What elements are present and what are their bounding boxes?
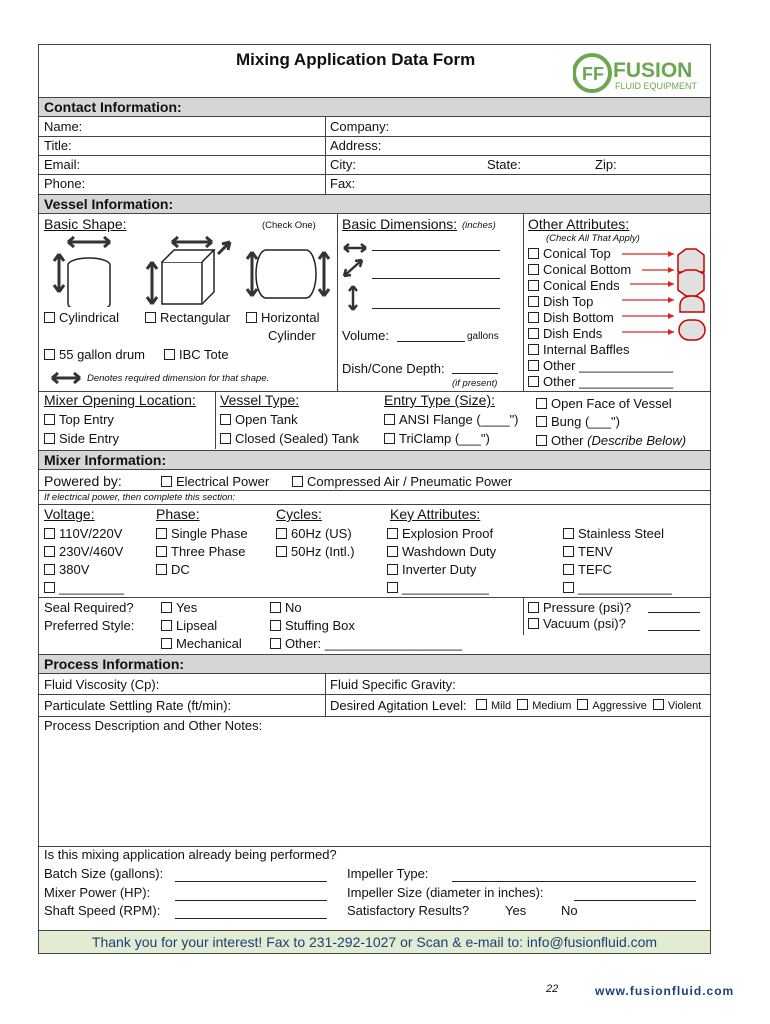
mild-checkbox: [476, 699, 487, 710]
double-arrow-icon: [49, 371, 83, 385]
rectangular-checkbox: [145, 312, 156, 323]
cylinder-label: Cylinder: [268, 328, 316, 343]
attribute-option-1[interactable]: Conical Bottom: [528, 262, 631, 277]
attribute-option-5[interactable]: Dish Ends: [528, 326, 602, 341]
violent-checkbox: [653, 699, 664, 710]
mixer-opening-label: Mixer Opening Location:: [44, 392, 196, 408]
website-link[interactable]: www.fusionfluid.com: [595, 984, 735, 998]
triclamp-option[interactable]: TriClamp (___"): [384, 431, 490, 446]
open-face-option[interactable]: Open Face of Vessel: [536, 396, 672, 411]
key-attribute-option-1-checkbox[interactable]: [387, 546, 398, 557]
vessel-type-label: Vessel Type:: [220, 392, 300, 408]
key-attribute-option-0[interactable]: Explosion Proof: [387, 526, 493, 541]
notes-label: Process Description and Other Notes:: [44, 718, 263, 733]
basic-shape-label: Basic Shape:: [44, 216, 127, 232]
horizontal-checkbox: [246, 312, 257, 323]
dimension-arrows-icon: [340, 234, 370, 314]
ibc-option[interactable]: IBC Tote: [164, 347, 229, 362]
key-attributes-label: Key Attributes:: [390, 506, 481, 522]
seal-no-checkbox: [270, 602, 281, 613]
aggressive-option[interactable]: Aggressive: [577, 700, 646, 712]
attribute-option-4-checkbox[interactable]: [528, 312, 539, 323]
side-entry-option[interactable]: Side Entry: [44, 431, 119, 446]
vessel-header: Vessel Information:: [39, 194, 710, 214]
contact-header: Contact Information:: [39, 97, 710, 117]
other-style-option[interactable]: Other: ___________________: [270, 636, 462, 651]
cycles-option-1[interactable]: 50Hz (Intl.): [276, 544, 355, 559]
top-entry-option[interactable]: Top Entry: [44, 412, 114, 427]
electrical-option[interactable]: Electrical Power: [161, 474, 269, 489]
attribute-option-2[interactable]: Conical Ends: [528, 278, 620, 293]
cycles-option-1-checkbox[interactable]: [276, 546, 287, 557]
if-electrical-note: If electrical power, then complete this section:: [44, 492, 236, 503]
already-performed-label: Is this mixing application already being performed?: [44, 847, 337, 862]
pressure-checkbox: [528, 602, 539, 613]
other-style-checkbox: [270, 638, 281, 649]
attribute-option-0[interactable]: Conical Top: [528, 246, 611, 261]
key-attribute2-option-3[interactable]: _____________: [563, 580, 672, 595]
open-face-checkbox: [536, 398, 547, 409]
basic-dimensions-label: Basic Dimensions:: [342, 216, 458, 232]
drum-checkbox: [44, 349, 55, 360]
mild-option[interactable]: Mild: [476, 700, 511, 712]
closed-tank-checkbox: [220, 433, 231, 444]
phone-label: Phone:: [44, 176, 86, 191]
rectangular-shape-icon: [147, 237, 230, 304]
voltage-option-3-checkbox[interactable]: [44, 582, 55, 593]
gallons-unit: gallons: [467, 331, 499, 342]
voltage-option-1[interactable]: 230V/460V: [44, 544, 123, 559]
batch-size-label: Batch Size (gallons):: [44, 866, 164, 881]
key-attribute2-option-0[interactable]: Stainless Steel: [563, 526, 664, 541]
attribute-shape-callouts: [622, 246, 708, 342]
voltage-option-2[interactable]: 380V: [44, 562, 89, 577]
voltage-option-0[interactable]: 110V/220V: [44, 526, 122, 541]
horizontal-cylinder-shape-icon: [247, 250, 329, 298]
seal-yes-option[interactable]: Yes: [161, 600, 197, 615]
voltage-option-3[interactable]: _________: [44, 580, 124, 595]
voltage-label: Voltage:: [44, 506, 95, 522]
attribute-option-7[interactable]: Other _____________: [528, 358, 673, 373]
voltage-option-2-checkbox[interactable]: [44, 564, 55, 575]
attribute-option-1-checkbox[interactable]: [528, 264, 539, 275]
attribute-option-4[interactable]: Dish Bottom: [528, 310, 614, 325]
title-label: Title:: [44, 138, 72, 153]
ansi-checkbox: [384, 414, 395, 425]
zip-label: Zip:: [595, 157, 617, 172]
logo-subtitle: FLUID EQUIPMENT: [615, 81, 698, 91]
if-present-note: (if present): [452, 378, 498, 389]
triclamp-checkbox: [384, 433, 395, 444]
top-entry-checkbox: [44, 414, 55, 425]
agitation-levels: [476, 699, 701, 712]
agitation-label: Desired Agitation Level:: [330, 698, 467, 713]
shape-diagrams: [44, 232, 334, 307]
settling-label: Particulate Settling Rate (ft/min):: [44, 698, 232, 713]
open-tank-option[interactable]: Open Tank: [220, 412, 298, 427]
denotes-note: Denotes required dimension for that shape.: [87, 373, 270, 384]
mixer-header: Mixer Information:: [39, 450, 710, 470]
medium-option[interactable]: Medium: [517, 700, 571, 712]
mechanical-checkbox: [161, 638, 172, 649]
city-label: City:: [330, 157, 356, 172]
satisfactory-label: Satisfactory Results?: [347, 903, 470, 918]
voltage-option-1-checkbox[interactable]: [44, 546, 55, 557]
email-label: Email:: [44, 157, 81, 172]
satisfactory-yes[interactable]: Yes: [505, 903, 527, 918]
logo-mark: FF: [582, 64, 604, 84]
dish-depth-label: Dish/Cone Depth:: [342, 361, 445, 376]
state-label: State:: [487, 157, 521, 172]
key-attribute2-option-2-checkbox[interactable]: [563, 564, 574, 575]
phase-option-0[interactable]: Single Phase: [156, 526, 248, 541]
impeller-size-label: Impeller Size (diameter in inches):: [347, 885, 544, 900]
key-attribute-option-2[interactable]: Inverter Duty: [387, 562, 476, 577]
ibc-checkbox: [164, 349, 175, 360]
attribute-option-8-checkbox[interactable]: [528, 376, 539, 387]
medium-checkbox: [517, 699, 528, 710]
address-label: Address:: [330, 138, 382, 153]
satisfactory-no[interactable]: No: [561, 903, 578, 918]
attribute-option-3[interactable]: Dish Top: [528, 294, 593, 309]
bung-option[interactable]: Bung (___"): [536, 414, 620, 429]
impeller-type-label: Impeller Type:: [347, 866, 429, 881]
seal-yes-checkbox: [161, 602, 172, 613]
seal-required-label: Seal Required?: [44, 600, 134, 615]
powered-by-label: Powered by:: [44, 473, 122, 489]
stuffing-box-option[interactable]: Stuffing Box: [270, 618, 355, 633]
open-tank-checkbox: [220, 414, 231, 425]
other-entry-option[interactable]: Other (Describe Below): [536, 433, 686, 448]
key-attribute-option-3[interactable]: ____________: [387, 580, 489, 595]
mechanical-option[interactable]: Mechanical: [161, 636, 242, 651]
cylindrical-checkbox: [44, 312, 55, 323]
attribute-option-2-checkbox[interactable]: [528, 280, 539, 291]
aggressive-checkbox: [577, 699, 588, 710]
voltage-option-0-checkbox[interactable]: [44, 528, 55, 539]
shaft-speed-label: Shaft Speed (RPM):: [44, 903, 161, 918]
other-entry-checkbox: [536, 435, 547, 446]
attribute-option-7-checkbox[interactable]: [528, 360, 539, 371]
cylinder-shape-icon: [54, 237, 110, 307]
pressure-option[interactable]: Pressure (psi)?: [528, 600, 631, 615]
key-attribute2-option-1-checkbox[interactable]: [563, 546, 574, 557]
cycles-label: Cycles:: [276, 506, 322, 522]
logo-name: FUSION: [613, 59, 693, 82]
violent-option[interactable]: Violent: [653, 700, 701, 712]
vacuum-checkbox: [528, 618, 539, 629]
seal-no-option[interactable]: No: [270, 600, 302, 615]
describe-note: (Describe Below): [587, 433, 687, 448]
key-attribute2-option-1[interactable]: TENV: [563, 544, 613, 559]
side-entry-checkbox: [44, 433, 55, 444]
phase-option-2[interactable]: DC: [156, 562, 190, 577]
cylindrical-option[interactable]: Cylindrical: [44, 310, 119, 325]
drum-option[interactable]: 55 gallon drum: [44, 347, 145, 362]
electrical-checkbox: [161, 476, 172, 487]
process-header: Process Information:: [39, 654, 710, 674]
volume-label: Volume:: [342, 328, 389, 343]
bung-checkbox: [536, 416, 547, 427]
key-attribute-option-3-checkbox[interactable]: [387, 582, 398, 593]
phase-option-1[interactable]: Three Phase: [156, 544, 245, 559]
lipseal-option[interactable]: Lipseal: [161, 618, 217, 633]
lipseal-checkbox: [161, 620, 172, 631]
attribute-option-8[interactable]: Other _____________: [528, 374, 673, 389]
phase-option-2-checkbox[interactable]: [156, 564, 167, 575]
compressed-checkbox: [292, 476, 303, 487]
page-number: 22: [546, 983, 559, 995]
viscosity-label: Fluid Viscosity (Cp):: [44, 677, 160, 692]
footer-thanks: Thank you for your interest! Fax to 231-292-1027 or Scan & e-mail to: info@fusionfluid.com: [39, 930, 710, 953]
other-attributes-label: Other Attributes:: [528, 216, 630, 232]
cycles-option-0-checkbox[interactable]: [276, 528, 287, 539]
inches-note: (inches): [462, 220, 496, 231]
attribute-option-0-checkbox[interactable]: [528, 248, 539, 259]
entry-type-label: Entry Type (Size):: [384, 392, 496, 408]
horizontal-option[interactable]: Horizontal: [246, 310, 320, 325]
fusion-logo: [573, 52, 701, 99]
cycles-option-0[interactable]: 60Hz (US): [276, 526, 352, 541]
name-label: Name:: [44, 119, 83, 134]
ansi-option[interactable]: ANSI Flange (____"): [384, 412, 519, 427]
closed-tank-option[interactable]: Closed (Sealed) Tank: [220, 431, 359, 446]
key-attribute2-option-2[interactable]: TEFC: [563, 562, 612, 577]
attribute-option-5-checkbox[interactable]: [528, 328, 539, 339]
phase-option-0-checkbox[interactable]: [156, 528, 167, 539]
mixer-power-label: Mixer Power (HP):: [44, 885, 151, 900]
compressed-option[interactable]: Compressed Air / Pneumatic Power: [292, 474, 512, 489]
check-all-note: (Check All That Apply): [546, 233, 640, 244]
preferred-style-label: Preferred Style:: [44, 618, 135, 633]
attribute-option-6-checkbox[interactable]: [528, 344, 539, 355]
stuffing-box-checkbox: [270, 620, 281, 631]
attribute-option-6[interactable]: Internal Baffles: [528, 342, 629, 357]
key-attribute2-option-0-checkbox[interactable]: [563, 528, 574, 539]
rectangular-option[interactable]: Rectangular: [145, 310, 230, 325]
phase-option-1-checkbox[interactable]: [156, 546, 167, 557]
key-attribute-option-1[interactable]: Washdown Duty: [387, 544, 496, 559]
company-label: Company:: [330, 119, 390, 134]
phase-label: Phase:: [156, 506, 200, 522]
form-title: Mixing Application Data Form: [236, 50, 476, 69]
key-attribute2-option-3-checkbox[interactable]: [563, 582, 574, 593]
fax-label: Fax:: [330, 176, 356, 191]
gravity-label: Fluid Specific Gravity:: [330, 677, 456, 692]
vacuum-option[interactable]: Vacuum (psi)?: [528, 616, 626, 631]
attribute-option-3-checkbox[interactable]: [528, 296, 539, 307]
check-one-note: (Check One): [262, 220, 316, 231]
key-attribute-option-0-checkbox[interactable]: [387, 528, 398, 539]
key-attribute-option-2-checkbox[interactable]: [387, 564, 398, 575]
